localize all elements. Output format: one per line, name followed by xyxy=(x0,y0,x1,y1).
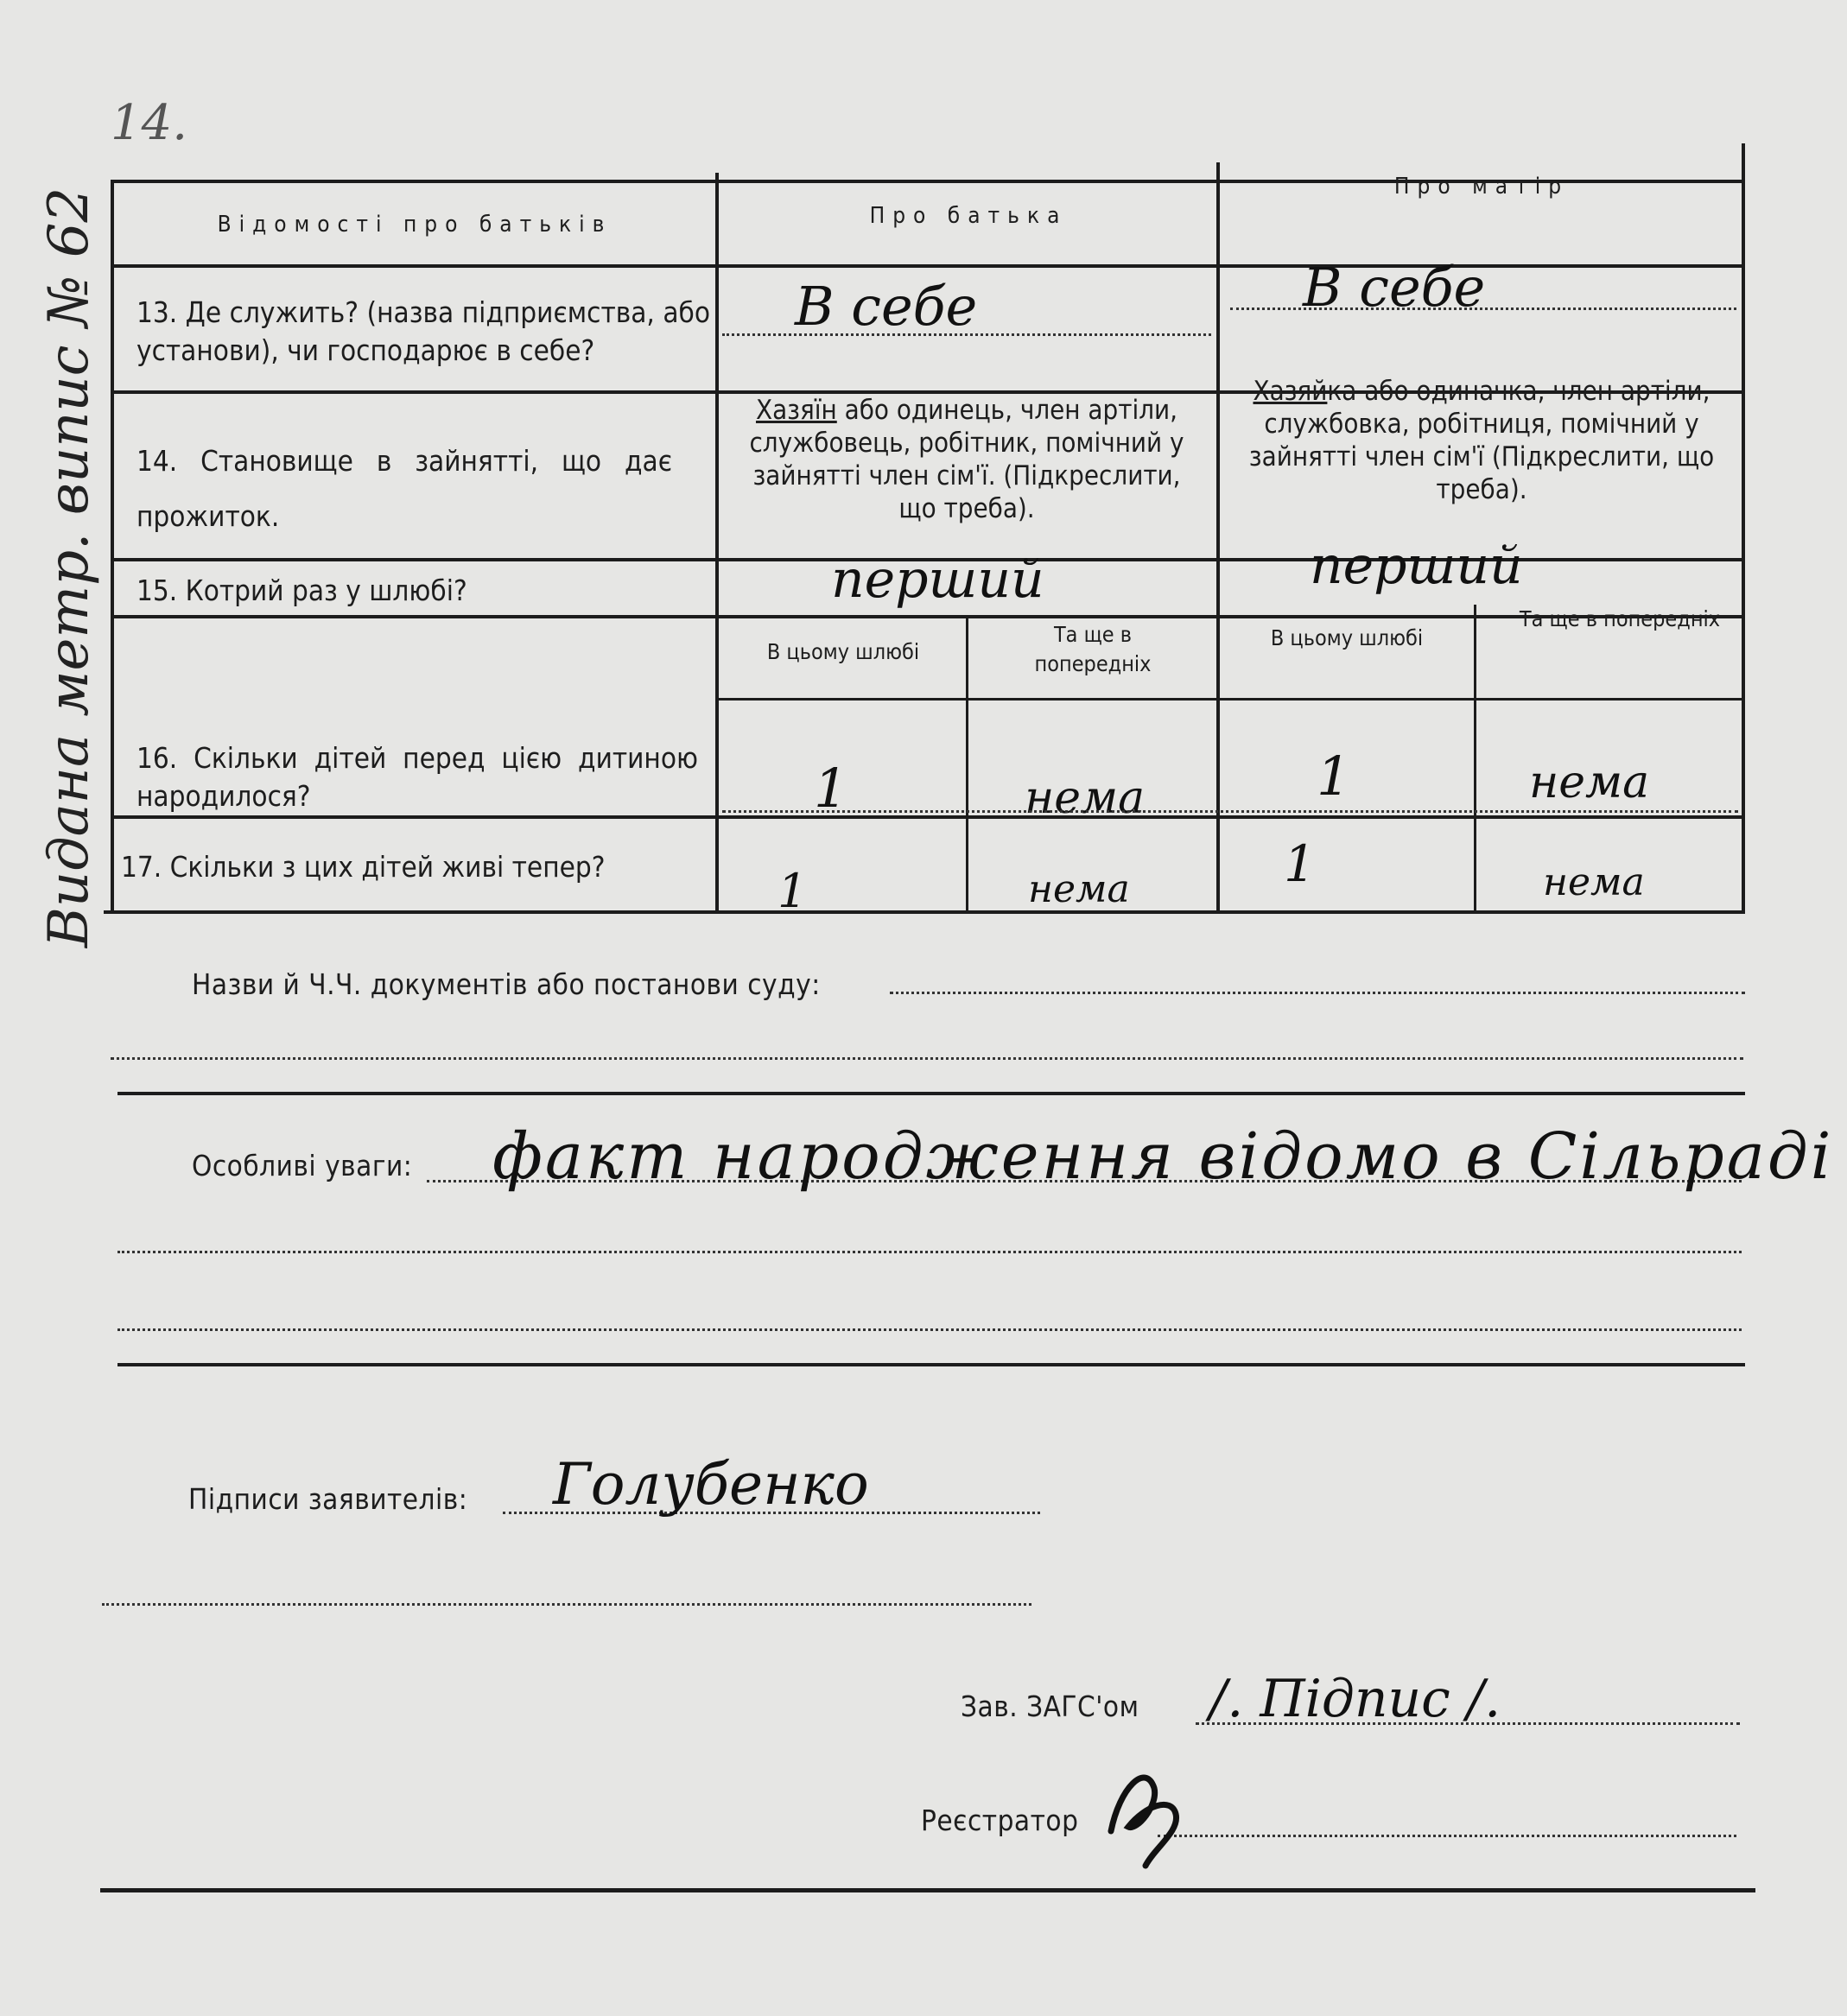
row14-father-text: або одинець, член артіли, службовець, робітник, помічний у зайнятті член сім'ї. (Підкреслити, що треба). xyxy=(749,395,1184,524)
row17-label: 17. Скільки з цих дітей живі тепер? xyxy=(121,850,606,884)
registrar-label: Реєстратор xyxy=(921,1804,1079,1837)
header-father: Про батька xyxy=(869,203,1068,229)
row17-mother-this: 1 xyxy=(1284,834,1316,893)
row14-mother xyxy=(1227,375,1736,506)
row14-father xyxy=(731,394,1203,525)
row13-father: В себе xyxy=(795,275,978,338)
zags-label: Зав. ЗАГС'ом xyxy=(961,1690,1139,1723)
row14-mother-underlined: Хазяй xyxy=(1253,376,1328,407)
remarks-line-2 xyxy=(117,1251,1742,1253)
col-sep-3 xyxy=(966,617,968,914)
row16-answer-line xyxy=(722,810,1738,813)
signatures-value: Голубенко xyxy=(553,1451,869,1518)
bottom-rule xyxy=(100,1888,1755,1892)
table-left-border xyxy=(111,180,114,914)
row-sep-header xyxy=(112,264,1745,268)
row17-father-prev: нема xyxy=(1028,867,1130,911)
row15-mother: перший xyxy=(1310,536,1523,596)
row16-mother-this: 1 xyxy=(1317,745,1351,808)
remarks-label: Особливі уваги: xyxy=(192,1149,413,1182)
header-mother: Про матір xyxy=(1393,174,1570,200)
row15-label: 15. Котрий раз у шлюбі? xyxy=(136,574,467,607)
remarks-line-3 xyxy=(117,1328,1742,1331)
divider-1 xyxy=(117,1092,1745,1095)
row17-mother-prev: нема xyxy=(1543,860,1645,904)
documents-line-2 xyxy=(111,1057,1743,1060)
remarks-value: факт народження відомо в Сільраді xyxy=(492,1119,1834,1194)
row16-father-prev: нема xyxy=(1025,772,1146,824)
row13-mother: В себе xyxy=(1303,256,1486,319)
sub-father-prev: Та ще в попередніх xyxy=(1034,622,1152,676)
documents-line-1 xyxy=(890,992,1745,994)
divider-2 xyxy=(117,1363,1745,1366)
col-sep-2 xyxy=(1216,162,1220,914)
documents-label: Назви й Ч.Ч. документів або постанови суду: xyxy=(192,967,821,1001)
row16-father-this: 1 xyxy=(814,757,848,820)
row-sep-15 xyxy=(112,615,1745,618)
sub-mother-this: В цьому шлюбі xyxy=(1270,625,1424,650)
row17-father-this: 1 xyxy=(778,864,808,918)
signatures-label: Підписи заявителів: xyxy=(188,1482,468,1516)
col-sep-4 xyxy=(1474,605,1476,914)
sub-mother-prev: Та ще в попередніх xyxy=(1519,606,1721,631)
sub-father-this: В цьому шлюбі xyxy=(766,639,920,664)
corner-note: 14. xyxy=(111,95,188,151)
col-sep-1 xyxy=(715,173,719,914)
header-col-label: Відомості про батьків xyxy=(217,212,612,238)
row14-mother-text: ка або одиначка, член артіли, службовка, робітниця, помічний у зайнятті член сім'ї (Підкреслити, що треба). xyxy=(1248,376,1715,505)
zags-value: /. Підпис /. xyxy=(1209,1669,1501,1729)
registrar-line xyxy=(1158,1835,1736,1837)
side-note: Видана метр. випис № 62 xyxy=(37,187,101,948)
registrar-signature xyxy=(1094,1753,1197,1874)
table-right-border xyxy=(1742,143,1745,914)
row13-label: 13. Де служить? (назва підприємства, або установи), чи господарює в себе? xyxy=(136,295,710,367)
signatures-line-2 xyxy=(102,1603,1031,1606)
table-bottom-border xyxy=(104,910,1745,914)
row15-father: перший xyxy=(831,549,1044,610)
row13-father-line xyxy=(722,333,1211,336)
row16-label: 16. Скільки дітей перед цією дитиною народилося? xyxy=(136,741,698,813)
row13-mother-line xyxy=(1230,307,1736,310)
row14-label: 14. Становище в зайнятті, що дає прожиток. xyxy=(136,444,672,533)
row-sep-16 xyxy=(112,815,1745,819)
row14-father-underlined: Хазяїн xyxy=(755,395,837,426)
row-sep-subheader xyxy=(717,698,1743,701)
row16-mother-prev: нема xyxy=(1529,757,1650,808)
